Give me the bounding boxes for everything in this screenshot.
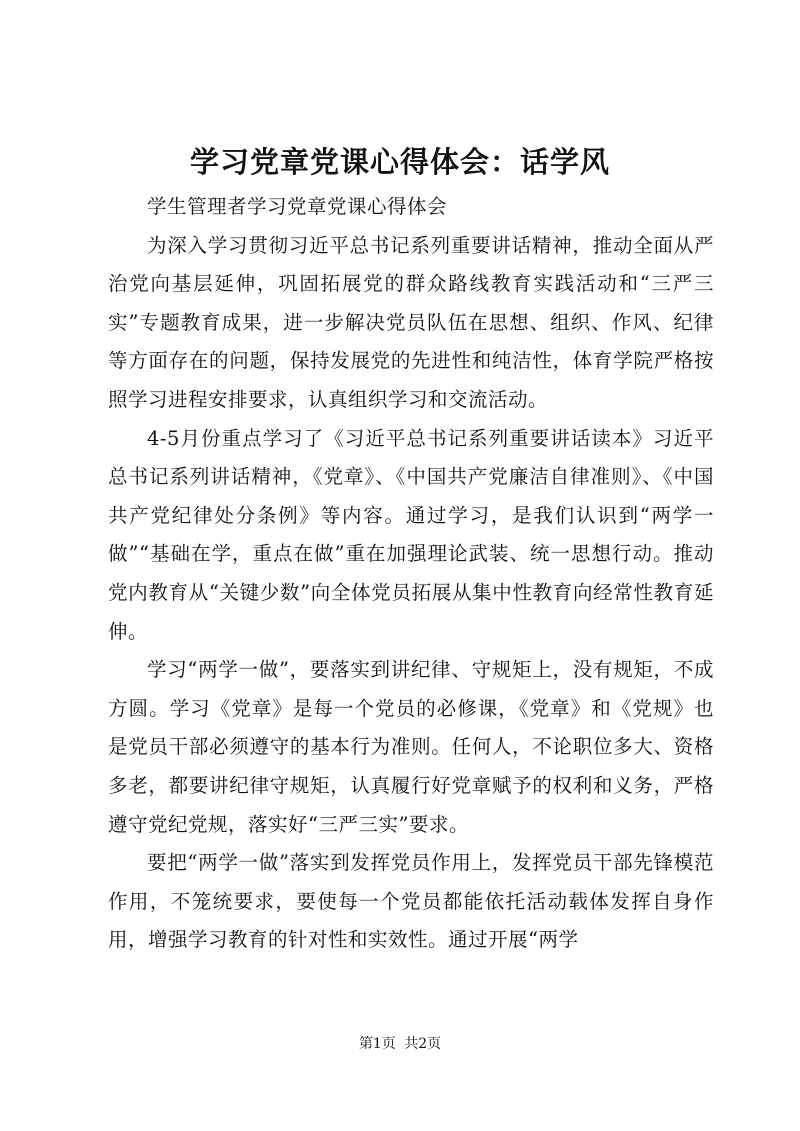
page-footer (0, 1034, 800, 1054)
document-title: 学习党章党课心得体会：话学风 (189, 145, 610, 179)
subtitle-paragraph: 学生管理者学习党章党课心得体会 (147, 195, 448, 218)
page-total: 共2页 (404, 1036, 442, 1052)
body-paragraph: 要把“两学一做”落实到发挥党员作用上，发挥党员干部先锋模范作用，不笼统要求，要使每一个党员都能依托活动载体发挥自身作用，增强学习教育的针对性和实效性。通过开展“两学 (108, 851, 714, 952)
body-paragraph: 学习“两学一做”，要落实到讲纪律、守规矩上，没有规矩，不成方圆。学习《党章》是每一个党员的必修课，《党章》和《党规》也是党员干部必须遵守的基本行为准则。任何人，不论职位多大、资格多老，都要讲纪律守规矩，认真履行好党章赋予的权利和义务，严格遵守党纪党规，落实好“三严三实”要求。 (108, 658, 714, 836)
document-body (108, 188, 714, 960)
page-number: 第1页 (358, 1036, 396, 1052)
body-paragraph: 4-5月份重点学习了《习近平总书记系列重要讲话读本》习近平总书记系列讲话精神，《党章》、《中国共产党廉洁自律准则》、《中国共产党纪律处分条例》等内容。通过学习，是我们认识到“两学一做”“基础在学，重点在做”重在加强理论武装、统一思想行动。推动党内教育从“关键少数”向全体党员拓展从集中性教育向经常性教育延伸。 (108, 426, 714, 643)
body-paragraph: 为深入学习贯彻习近平总书记系列重要讲话精神，推动全面从严治党向基层延伸，巩固拓展党的群众路线教育实践活动和“三严三实”专题教育成果，进一步解决党员队伍在思想、组织、作风、纪律等方面存在的问题，保持发展党的先进性和纯洁性，体育学院严格按照学习进程安排要求，认真组织学习和交流活动。 (108, 233, 714, 411)
